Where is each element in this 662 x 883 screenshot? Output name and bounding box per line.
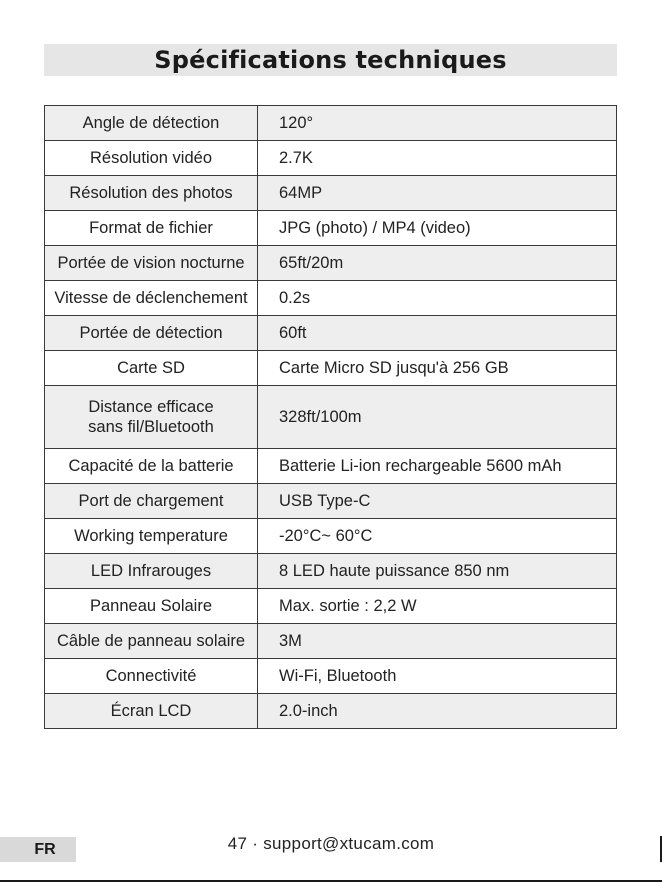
spec-value: 64MP: [258, 176, 617, 211]
bottom-divider: [0, 880, 662, 882]
spec-value: -20°C~ 60°C: [258, 519, 617, 554]
table-row: [45, 449, 617, 484]
spec-value: 2.7K: [258, 141, 617, 176]
spec-value: Wi-Fi, Bluetooth: [258, 659, 617, 694]
table-row: [45, 246, 617, 281]
spec-value: Batterie Li-ion rechargeable 5600 mAh: [258, 449, 617, 484]
table-row: [45, 106, 617, 141]
table-row: [45, 316, 617, 351]
footer-page-and-contact: 47 · support@xtucam.com: [227, 834, 435, 853]
table-row: [45, 351, 617, 386]
table-row: [45, 659, 617, 694]
spec-label: LED Infrarouges: [45, 554, 258, 589]
spec-value: 60ft: [258, 316, 617, 351]
spec-label: Capacité de la batterie: [45, 449, 258, 484]
spec-table: [44, 105, 617, 729]
spec-label: Format de fichier: [45, 211, 258, 246]
table-row: [45, 211, 617, 246]
spec-label: Portée de détection: [45, 316, 258, 351]
spec-value: USB Type-C: [258, 484, 617, 519]
spec-label: Connectivité: [45, 659, 258, 694]
spec-label: Distance efficace sans fil/Bluetooth: [45, 386, 258, 449]
language-label: FR: [34, 840, 56, 858]
table-row: [45, 589, 617, 624]
page-title: Spécifications techniques: [154, 46, 507, 74]
spec-label: Résolution des photos: [45, 176, 258, 211]
spec-value: Max. sortie : 2,2 W: [258, 589, 617, 624]
spec-label: Port de chargement: [45, 484, 258, 519]
table-row: [45, 694, 617, 729]
spec-label: Working temperature: [45, 519, 258, 554]
spec-label: Portée de vision nocturne: [45, 246, 258, 281]
spec-value: 3M: [258, 624, 617, 659]
spec-label: Carte SD: [45, 351, 258, 386]
table-row: [45, 484, 617, 519]
spec-label: Résolution vidéo: [45, 141, 258, 176]
table-row: [45, 386, 617, 449]
spec-value: 2.0-inch: [258, 694, 617, 729]
spec-label: Panneau Solaire: [45, 589, 258, 624]
spec-value: 328ft/100m: [258, 386, 617, 449]
table-row: [45, 554, 617, 589]
table-row: [45, 281, 617, 316]
spec-value: Carte Micro SD jusqu'à 256 GB: [258, 351, 617, 386]
table-row: [45, 519, 617, 554]
spec-value: 8 LED haute puissance 850 nm: [258, 554, 617, 589]
spec-value: 120°: [258, 106, 617, 141]
spec-label: Écran LCD: [45, 694, 258, 729]
spec-value: 0.2s: [258, 281, 617, 316]
spec-value: JPG (photo) / MP4 (video): [258, 211, 617, 246]
language-badge: [0, 837, 76, 862]
spec-label: Vitesse de déclenchement: [45, 281, 258, 316]
table-row: [45, 176, 617, 211]
spec-label: Angle de détection: [45, 106, 258, 141]
table-row: [45, 624, 617, 659]
title-banner: [44, 44, 617, 76]
spec-value: 65ft/20m: [258, 246, 617, 281]
table-row: [45, 141, 617, 176]
spec-label: Câble de panneau solaire: [45, 624, 258, 659]
